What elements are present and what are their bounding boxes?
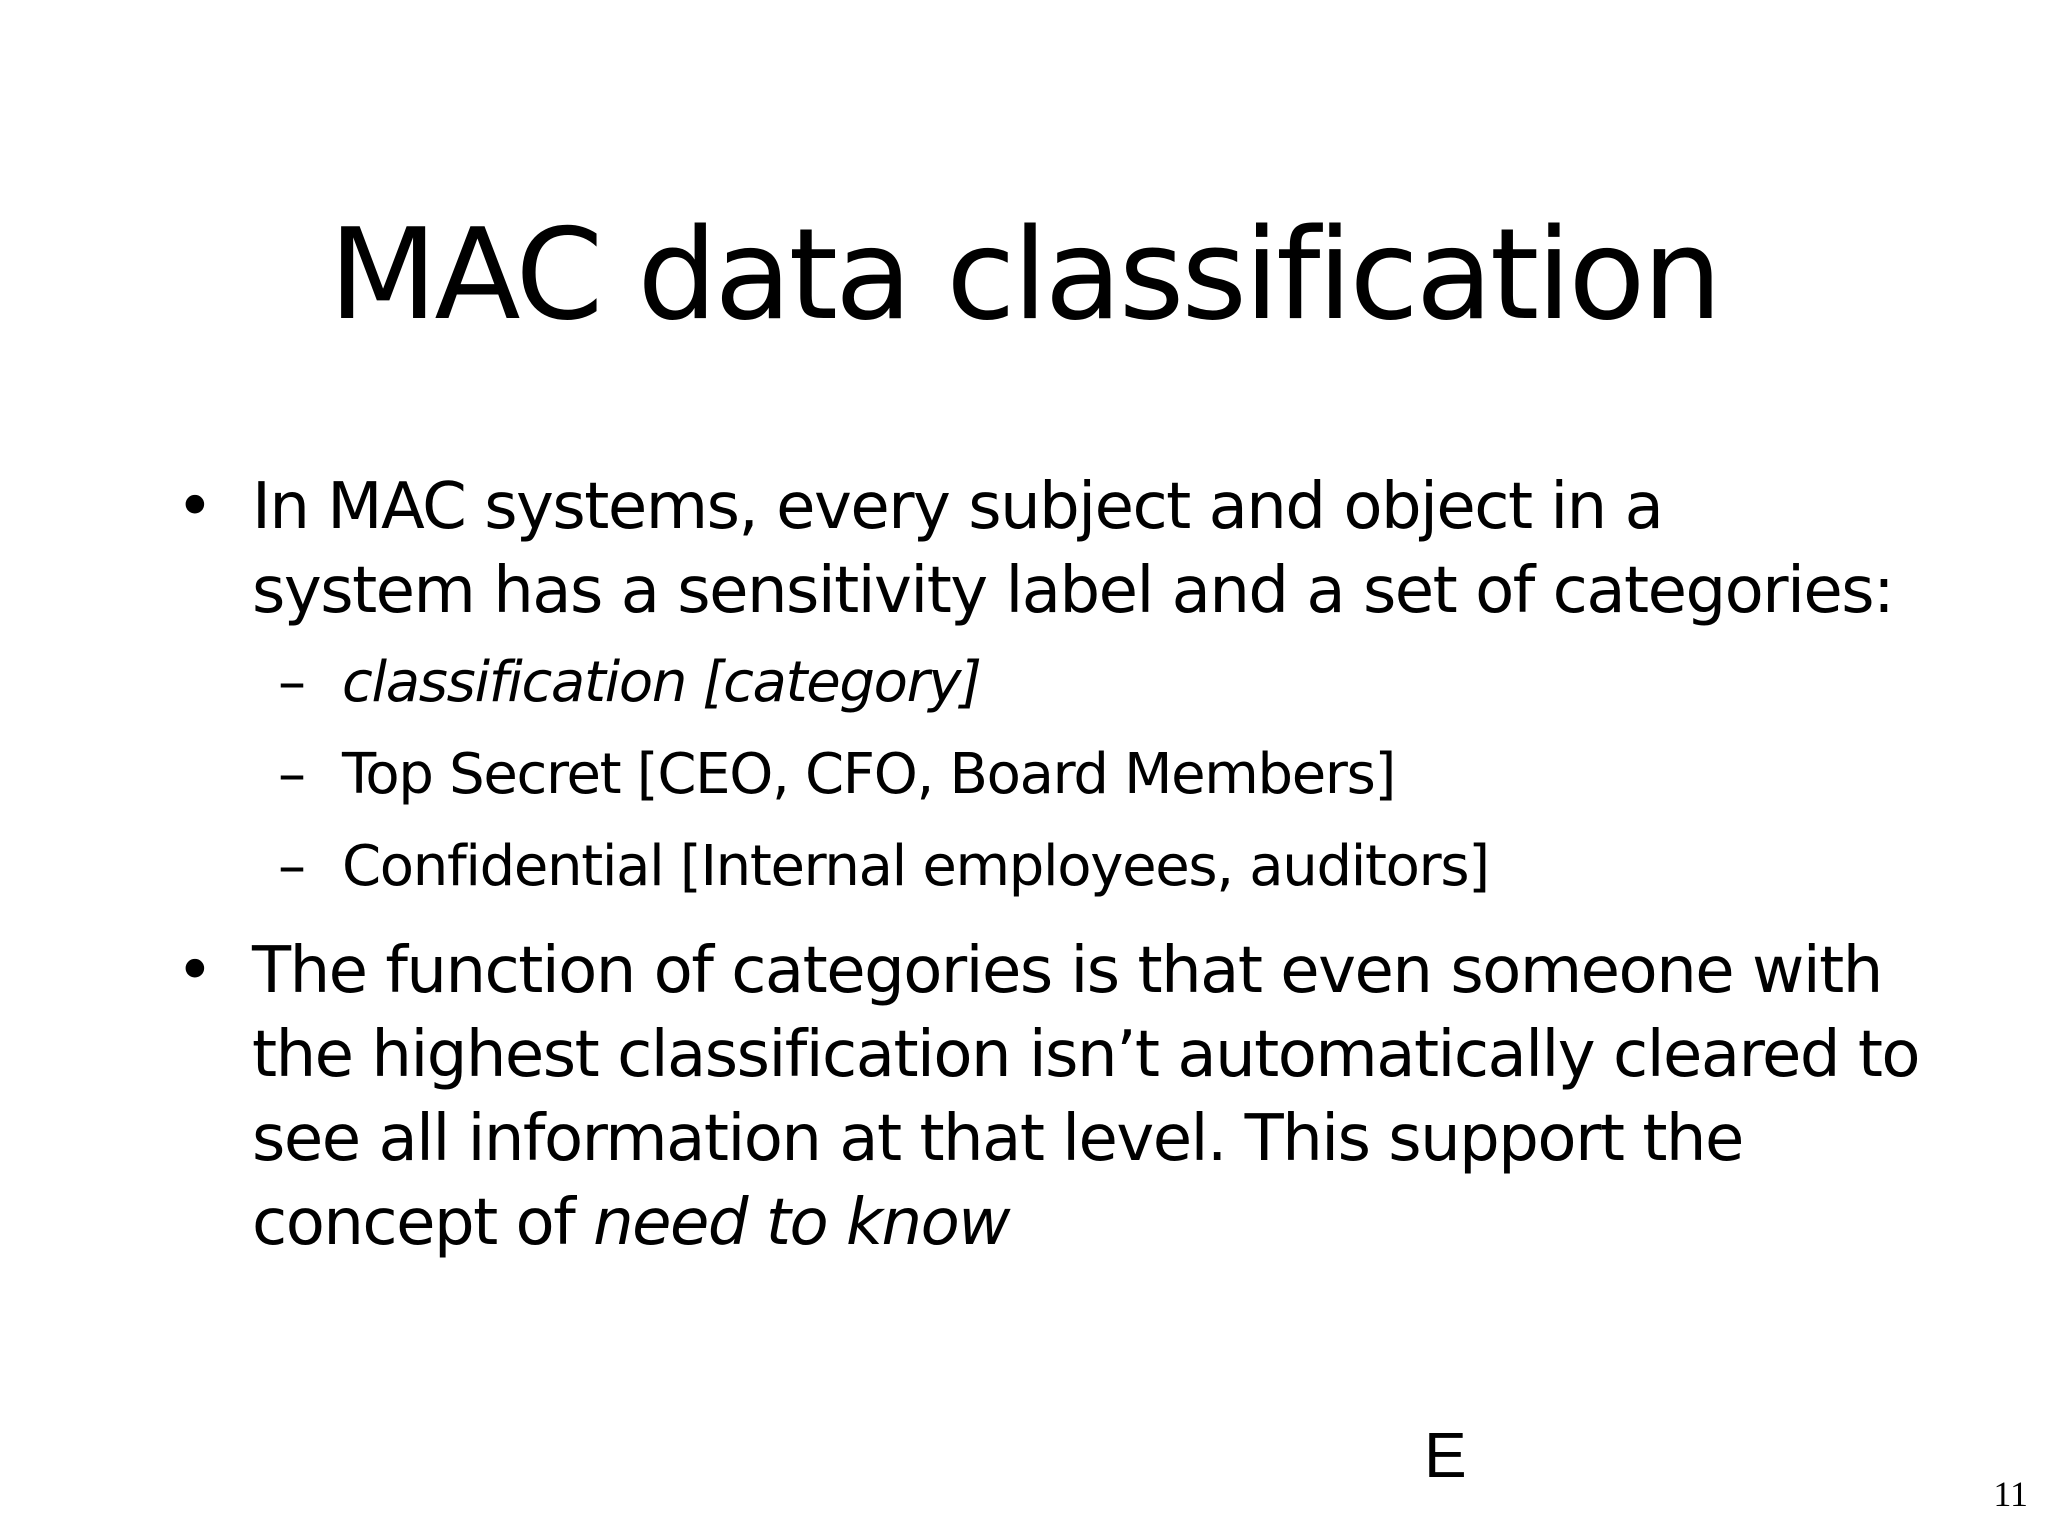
- footer-mark: E: [1424, 1419, 1467, 1491]
- bullet-item: [176, 929, 1976, 1265]
- bullet-text-line: In MAC systems, every subject and object in a: [252, 470, 1663, 544]
- sub-item-text: classification [category]: [342, 650, 981, 715]
- slide-body: [176, 465, 1976, 1265]
- bullet-text-line: the highest classification isn’t automatically cleared to: [252, 1018, 1920, 1092]
- sub-item-text: Confidential [Internal employees, auditors]: [342, 834, 1489, 899]
- bullet-text-line: see all information at that level. This support the: [252, 1102, 1743, 1176]
- page-number: 11: [1993, 1474, 2028, 1514]
- sub-item: [176, 729, 1976, 821]
- dash-icon: –: [278, 834, 305, 899]
- bullet-text-prefix: concept of: [252, 1186, 594, 1260]
- bullet-text-line: system has a sensitivity label and a set of categories:: [252, 554, 1894, 628]
- sub-item: [176, 637, 1976, 729]
- bullet-text-line: [252, 1181, 1976, 1265]
- bullet-text-emphasis: need to know: [593, 1186, 1010, 1260]
- bullet-item: [176, 465, 1976, 633]
- slide-title: MAC data classification: [328, 201, 1720, 348]
- bullet-icon: •: [176, 934, 213, 1008]
- dash-icon: –: [278, 650, 305, 715]
- sub-list: [176, 637, 1976, 913]
- bullet-icon: •: [176, 470, 213, 544]
- bullet-text-line: The function of categories is that even someone with: [252, 934, 1882, 1008]
- dash-icon: –: [278, 742, 305, 807]
- sub-item-text: Top Secret [CEO, CFO, Board Members]: [342, 742, 1396, 807]
- sub-item: [176, 821, 1976, 913]
